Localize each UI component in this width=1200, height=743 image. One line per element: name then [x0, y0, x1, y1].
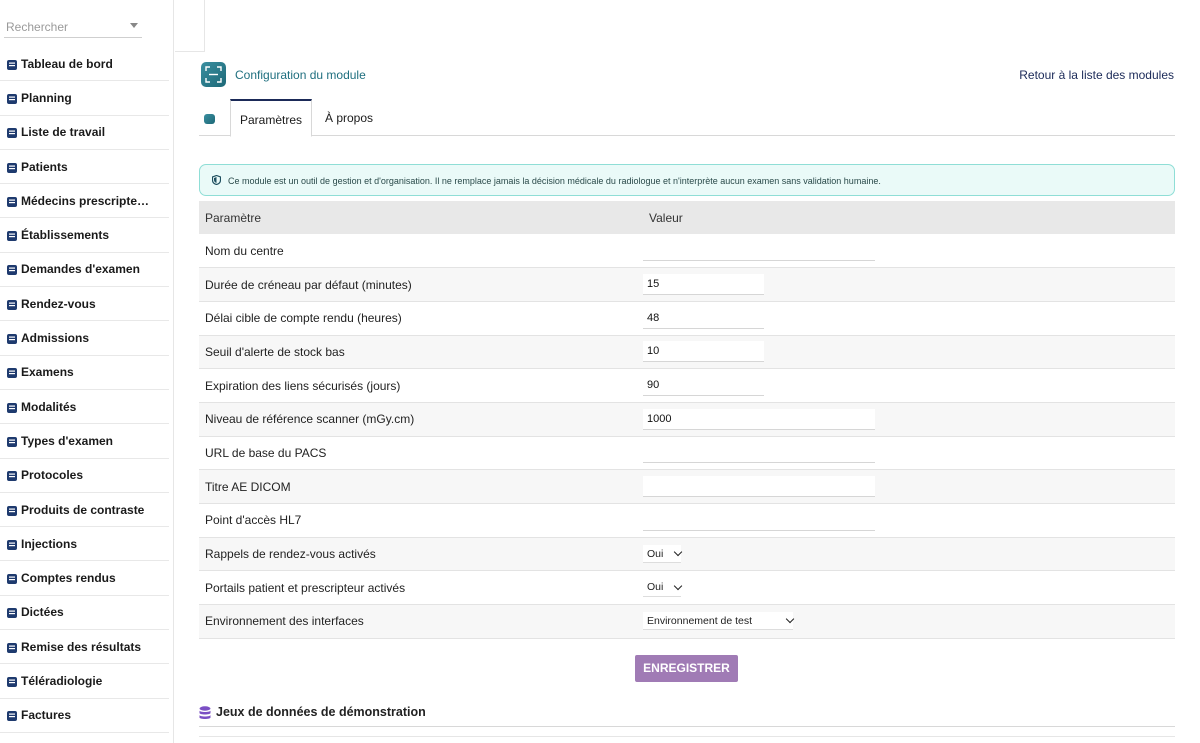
value-cell [643, 268, 1175, 302]
value-cell [643, 402, 1175, 436]
exam-icon [6, 366, 18, 378]
sidebar-item[interactable] [0, 630, 169, 664]
search-placeholder: Rechercher [6, 20, 69, 34]
sidebar [0, 0, 174, 743]
calendar-icon [6, 92, 18, 104]
search-select[interactable] [4, 14, 142, 38]
value-cell [643, 605, 1175, 639]
chevron-down-icon [674, 581, 682, 589]
sidebar-item-label: Produits de contraste [21, 502, 145, 517]
sidebar-item-label: Rendez-vous [21, 296, 96, 311]
document-icon [6, 435, 18, 447]
parameter-select[interactable] [643, 612, 793, 630]
admission-icon [6, 332, 18, 344]
printer-icon [6, 641, 18, 653]
sidebar-menu [0, 47, 169, 733]
sidebar-item[interactable] [0, 218, 169, 252]
request-icon [6, 263, 18, 275]
sidebar-item[interactable] [0, 184, 169, 218]
building-icon [6, 229, 18, 241]
module-logo-icon [201, 62, 226, 87]
parameter-input[interactable] [643, 510, 875, 531]
table-row [199, 369, 1175, 403]
dashboard-icon [6, 58, 18, 70]
parameter-label: Durée de créneau par défaut (minutes) [205, 277, 412, 292]
table-row [199, 571, 1175, 605]
worklist-icon [6, 126, 18, 138]
database-icon [199, 706, 211, 720]
sidebar-item[interactable] [0, 321, 169, 355]
sidebar-item[interactable] [0, 356, 169, 390]
module-header [199, 60, 1175, 90]
sidebar-item-label: Établissements [21, 228, 110, 243]
table-row [199, 335, 1175, 369]
table-row [199, 436, 1175, 470]
notice-text: Ce module est un outil de gestion et d'organisation. Il ne remplace jamais la décision médicale du radiologue et n'interprète aucun examen sans validation humaine. [228, 176, 881, 186]
sidebar-item-label: Admissions [21, 331, 90, 346]
sidebar-item[interactable] [0, 561, 169, 595]
save-button[interactable]: ENREGISTRER [635, 655, 738, 682]
parameter-label: Titre AE DICOM [205, 479, 291, 494]
settings-table [199, 201, 1175, 639]
value-cell [643, 504, 1175, 538]
table-row [199, 504, 1175, 538]
column-header-parameter: Paramètre [205, 210, 262, 225]
parameter-input[interactable] [643, 409, 875, 430]
value-cell [643, 571, 1175, 605]
value-cell [643, 369, 1175, 403]
appointment-icon [6, 298, 18, 310]
sidebar-item-label: Dictées [21, 605, 64, 620]
sidebar-item-label: Examens [21, 365, 74, 380]
select-value: Oui [647, 547, 664, 560]
demo-datasets-section [199, 704, 1175, 727]
value-cell [643, 234, 1175, 268]
value-cell [643, 436, 1175, 470]
syringe-icon [6, 538, 18, 550]
sidebar-item-label: Protocoles [21, 468, 84, 483]
sidebar-item-label: Remise des résultats [21, 639, 142, 654]
broadcast-icon [6, 675, 18, 687]
sidebar-item-label: Planning [21, 90, 72, 105]
value-cell [643, 470, 1175, 504]
tab-settings[interactable]: Paramètres [230, 99, 312, 137]
report-icon [6, 572, 18, 584]
eyedropper-icon [6, 504, 18, 516]
parameter-label: Nom du centre [205, 243, 284, 258]
sidebar-item-label: Demandes d'examen [21, 262, 140, 277]
select-value: Oui [647, 581, 664, 594]
sidebar-item-label: Factures [21, 708, 72, 723]
sidebar-item-label: Types d'examen [21, 433, 114, 448]
chevron-down-icon [786, 615, 794, 623]
demo-section-title: Jeux de données de démonstration [216, 705, 426, 719]
shield-icon [212, 175, 221, 185]
parameter-input[interactable] [643, 274, 764, 295]
patients-icon [6, 161, 18, 173]
sidebar-item[interactable] [0, 664, 169, 698]
parameter-label: Point d'accès HL7 [205, 513, 302, 528]
sidebar-item[interactable] [0, 493, 169, 527]
parameter-label: Environnement des interfaces [205, 614, 364, 629]
sidebar-item[interactable] [0, 390, 169, 424]
sidebar-item-label: Patients [21, 159, 68, 174]
column-header-value: Valeur [649, 210, 683, 225]
parameter-input[interactable] [643, 375, 764, 396]
parameter-label: Niveau de référence scanner (mGy.cm) [205, 412, 415, 427]
value-cell [643, 335, 1175, 369]
sidebar-item[interactable] [0, 699, 169, 733]
sidebar-item[interactable] [0, 253, 169, 287]
parameter-input[interactable] [643, 240, 875, 261]
sidebar-item-label: Modalités [21, 399, 77, 414]
parameter-label: Délai cible de compte rendu (heures) [205, 311, 402, 326]
parameter-input[interactable] [643, 476, 875, 497]
invoice-icon [6, 709, 18, 721]
sidebar-item-label: Liste de travail [21, 125, 106, 140]
sidebar-item-label: Téléradiologie [21, 673, 103, 688]
sidebar-item[interactable] [0, 527, 169, 561]
table-row [199, 268, 1175, 302]
parameter-select[interactable] [643, 579, 681, 597]
module-tab-icon[interactable] [204, 114, 215, 124]
chevron-down-icon [674, 548, 682, 556]
back-to-modules-link[interactable]: Retour à la liste des modules [1019, 68, 1174, 82]
disclaimer-notice [199, 164, 1175, 196]
protocol-icon [6, 469, 18, 481]
parameter-select[interactable] [643, 545, 681, 563]
table-row [199, 234, 1175, 268]
parameter-input[interactable] [643, 308, 764, 329]
parameter-label: Portails patient et prescripteur activés [205, 580, 406, 595]
sidebar-item[interactable] [0, 459, 169, 493]
top-panel [175, 0, 205, 52]
table-row [199, 470, 1175, 504]
sidebar-item-label: Comptes rendus [21, 571, 116, 586]
divider [199, 736, 1175, 737]
value-cell [643, 537, 1175, 571]
table-row [199, 402, 1175, 436]
sidebar-item[interactable] [0, 81, 169, 115]
table-row [199, 301, 1175, 335]
sidebar-item-label: Injections [21, 536, 78, 551]
microscope-icon [6, 401, 18, 413]
caret-down-icon[interactable] [130, 23, 138, 28]
sidebar-item[interactable] [0, 47, 169, 81]
sidebar-item-label: Tableau de bord [21, 56, 113, 71]
sidebar-item-label: Médecins prescripte… [21, 193, 150, 208]
parameter-label: Seuil d'alerte de stock bas [205, 344, 345, 359]
sidebar-item[interactable] [0, 424, 169, 458]
parameter-input[interactable] [643, 341, 764, 362]
select-value: Environnement de test [647, 614, 753, 627]
table-row [199, 537, 1175, 571]
page-title: Configuration du module [235, 68, 366, 82]
value-cell [643, 301, 1175, 335]
table-row [199, 605, 1175, 639]
tab-bar [199, 99, 1175, 136]
sidebar-item[interactable] [0, 287, 169, 321]
sidebar-item[interactable] [0, 596, 169, 630]
microphone-icon [6, 606, 18, 618]
sidebar-item[interactable] [0, 116, 169, 150]
parameter-input[interactable] [643, 442, 875, 463]
parameter-label: Rappels de rendez-vous activés [205, 547, 376, 562]
tab-about[interactable]: À propos [325, 111, 374, 125]
parameter-label: URL de base du PACS [205, 445, 327, 460]
doctor-icon [6, 195, 18, 207]
parameter-label: Expiration des liens sécurisés (jours) [205, 378, 401, 393]
sidebar-item[interactable] [0, 150, 169, 184]
table-header-row [199, 201, 1175, 234]
